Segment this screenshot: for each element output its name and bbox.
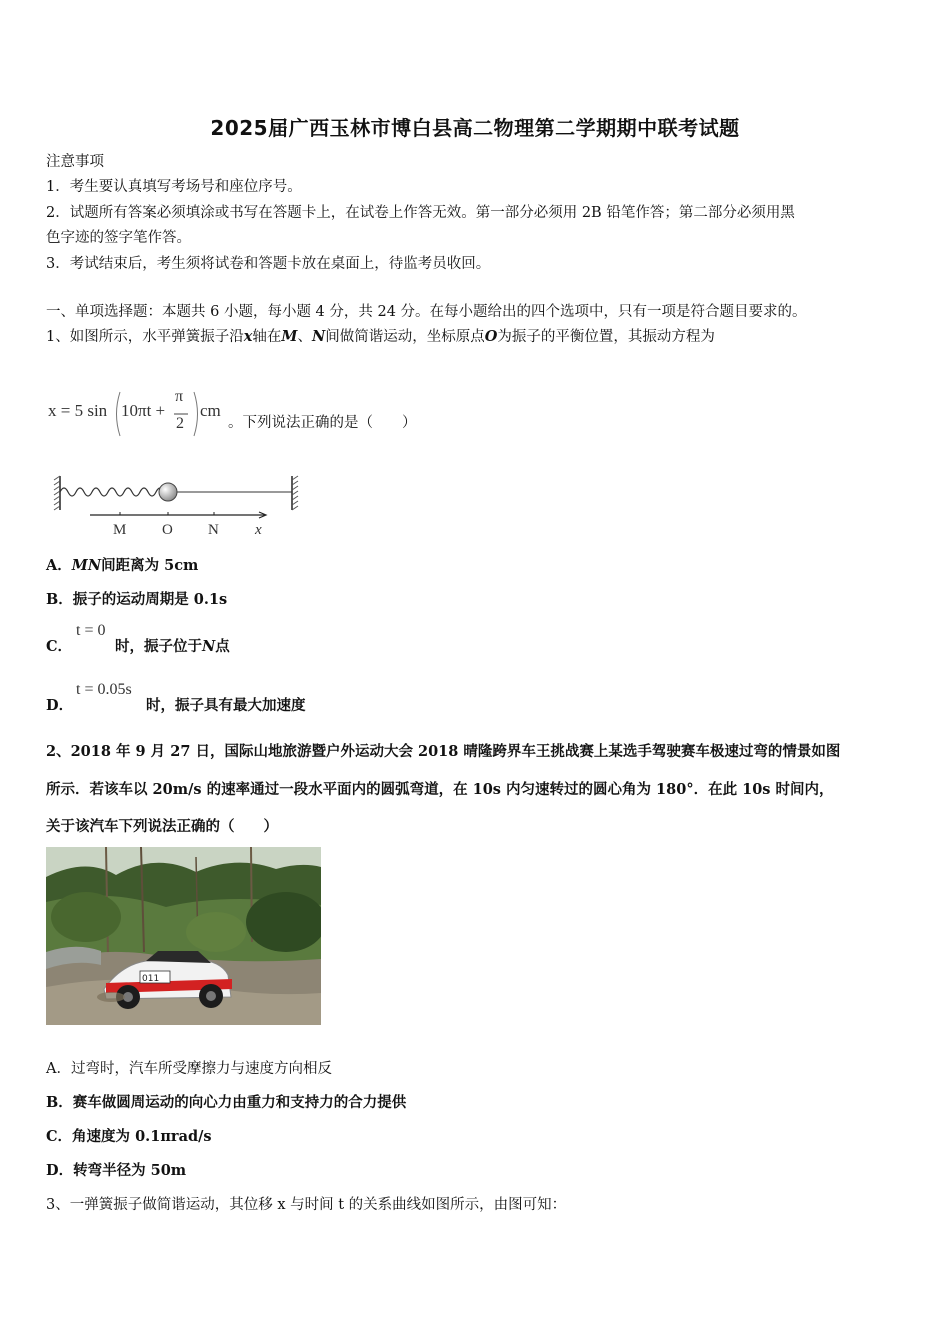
q1-option-c-text-1: 时，振子位于 xyxy=(115,638,202,655)
left-wall-hatch xyxy=(54,476,60,510)
q1-var-n: N xyxy=(311,328,326,345)
spring-oscillator-figure xyxy=(50,472,310,542)
right-wall-hatch xyxy=(292,476,298,510)
q1-eq-arg: 10πt + xyxy=(121,401,166,420)
q1-option-d-text: 时，振子具有最大加速度 xyxy=(146,697,306,714)
q1-stem-text: 1、如图所示，水平弹簧振子沿 xyxy=(46,329,244,345)
q1-eq-num: π xyxy=(175,388,184,405)
axis-label-n: N xyxy=(208,522,219,538)
axis-label-o: O xyxy=(162,522,173,538)
q1-option-c-text-2: 点 xyxy=(215,638,230,655)
spring xyxy=(60,488,172,496)
q2-option-c: C．角速度为 0.1πrad/s xyxy=(46,1128,212,1145)
car-number-label: 011 xyxy=(142,974,160,984)
q2-option-b: B．赛车做圆周运动的向心力由重力和支持力的合力提供 xyxy=(46,1094,407,1111)
q1-stem xyxy=(46,327,715,347)
q1-option-a-key: A． xyxy=(46,557,72,574)
q1-option-a-text: 间距离为 5cm xyxy=(101,557,199,574)
rally-car-photo xyxy=(46,847,321,1025)
q1-var-o: O xyxy=(484,328,498,345)
q1-option-a xyxy=(46,556,198,576)
q2-option-d: D．转弯半径为 50m xyxy=(46,1162,187,1179)
q1-stem-text: 为振子的平衡位置，其振动方程为 xyxy=(497,329,715,345)
q1-eq-den: 2 xyxy=(176,415,184,432)
axis-label-x: x xyxy=(255,522,262,538)
q1-option-a-var: MN xyxy=(71,557,102,574)
notice-heading: 注意事项 xyxy=(46,154,104,170)
q3-stem: 3、一弹簧振子做简谐运动，其位移 x 与时间 t 的关系曲线如图所示，由图可知： xyxy=(46,1197,567,1213)
q2-option-a: A．过弯时，汽车所受摩擦力与速度方向相反 xyxy=(46,1061,332,1077)
q1-eq-tail: 。下列说法正确的是（ ） xyxy=(228,415,417,431)
page-title: 2025届广西玉林市博白县高二物理第二学期期中联考试题 xyxy=(210,116,740,140)
q2-stem-line-3: 关于该汽车下列说法正确的（ ） xyxy=(46,818,278,835)
q1-var-m: M xyxy=(281,328,298,345)
q1-eq-unit: cm xyxy=(200,401,221,420)
q1-stem-text: 、 xyxy=(297,329,312,345)
q1-stem-text: 间做简谐运动，坐标原点 xyxy=(325,329,485,345)
section-heading: 一、单项选择题：本题共 6 小题，每小题 4 分，共 24 分。在每小题给出的四个选项中，只有一项是符合题目要求的。 xyxy=(46,304,807,320)
q2-stem-line-2: 所示．若该车以 20m/s 的速率通过一段水平面内的圆弧弯道，在 10s 内匀速转过的圆心角为 180°．在此 10s 时间内， xyxy=(46,781,834,798)
q1-var-x: x xyxy=(243,328,253,345)
q1-stem-text: 轴在 xyxy=(252,329,282,345)
notice-item-2b: 色字迹的签字笔作答。 xyxy=(46,230,191,246)
axis-label-m: M xyxy=(113,522,127,538)
notice-item-2a: 2．试题所有答案必须填涂或书写在答题卡上，在试卷上作答无效。第一部分必须用 2B 铅笔作答；第二部分必须用黑 xyxy=(46,205,795,221)
q1-eq-lhs: x = 5 sin xyxy=(48,401,108,420)
q1-option-d-eq: t = 0.05s xyxy=(76,681,132,698)
oscillator-ball xyxy=(159,483,177,501)
notice-item-1: 1．考生要认真填写考场号和座位序号。 xyxy=(46,179,302,195)
q1-option-c-key: C． xyxy=(46,638,73,655)
q1-option-d-key: D． xyxy=(46,697,74,714)
q1-option-c-var: N xyxy=(202,638,216,655)
q1-option-c-eq: t = 0 xyxy=(76,622,106,639)
notice-item-3: 3．考试结束后，考生须将试卷和答题卡放在桌面上，待监考员收回。 xyxy=(46,256,491,272)
q2-stem-line-1: 2、2018 年 9 月 27 日，国际山地旅游暨户外运动大会 2018 晴隆跨界车王挑战赛上某选手驾驶赛车极速过弯的情景如图 xyxy=(46,743,841,760)
q1-option-b: B．振子的运动周期是 0.1s xyxy=(46,591,228,608)
q1-option-c-text xyxy=(115,637,230,657)
